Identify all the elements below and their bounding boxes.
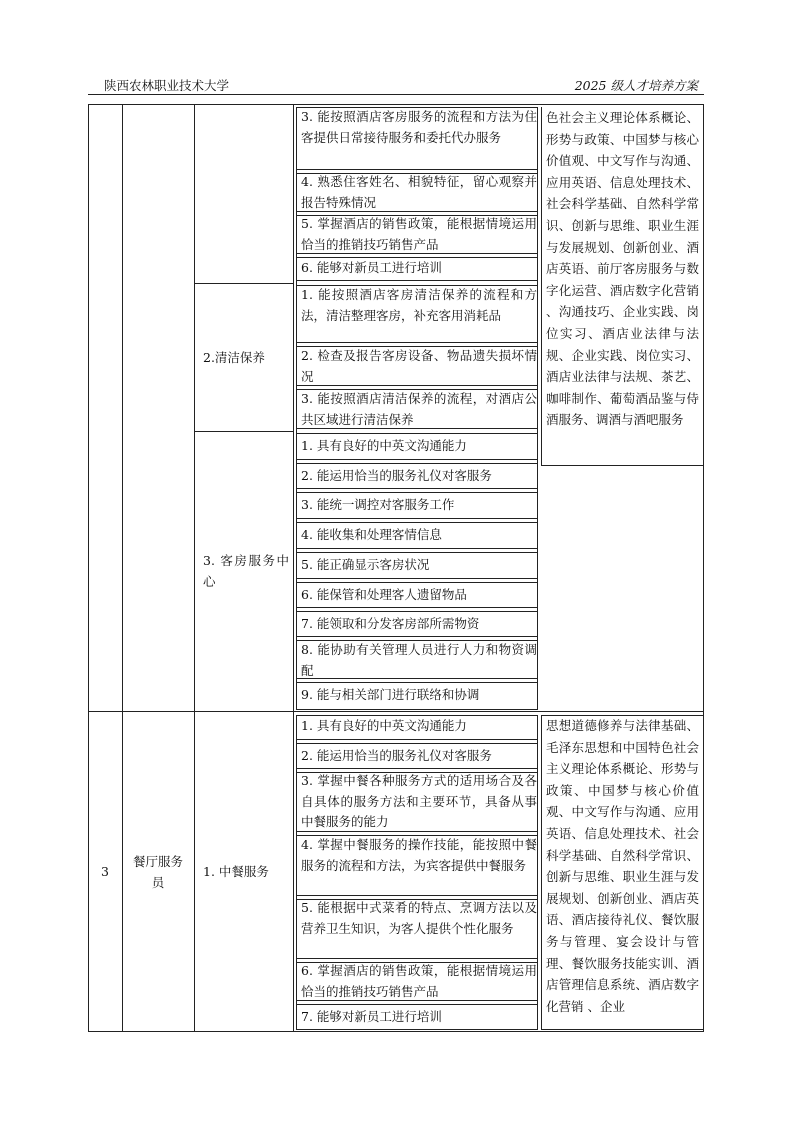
requirement-item: 5. 掌握酒店的销售政策，能根据情境运用恰当的推销技巧销售产品 — [301, 216, 537, 252]
requirement-item: 1. 具有良好的中英文沟通能力 — [301, 718, 467, 733]
requirement-item: 6. 掌握酒店的销售政策，能根据情境运用恰当的推销技巧销售产品 — [301, 963, 537, 999]
requirement-item: 2. 能运用恰当的服务礼仪对客服务 — [301, 748, 492, 763]
requirement-item: 4. 掌握中餐服务的操作技能，能按照中餐服务的流程和方法，为宾客提供中餐服务 — [301, 837, 537, 873]
courses-list: 思想道德修养与法律基础、毛泽东思想和中国特色社会主义理论体系概论、形势与政策、中国梦与核心价值观、中文写作与沟通、应用英语、信息处理技术、社会科学基础、自然科学常识、创新与思维、职业生涯与发展规划、创新创业、酒店英语、酒店接待礼仪、餐饮服务与管理、宴会设计与管理、餐饮服务技能实训、酒店管理信息系统、酒店数字化营销 、企业 — [546, 718, 699, 1014]
requirement-item: 5. 能根据中式菜肴的特点、烹调方法以及营养卫生知识，为客人提供个性化服务 — [301, 900, 537, 936]
requirement-item: 1. 具有良好的中英文沟通能力 — [301, 438, 467, 453]
requirement-item: 6. 能够对新员工进行培训 — [301, 260, 442, 275]
task-name: 1. 中餐服务 — [203, 864, 269, 879]
requirement-item: 8. 能协助有关管理人员进行人力和物资调配 — [301, 642, 537, 678]
header-doc-title: 2025 级人才培养方案 — [574, 78, 698, 93]
requirement-item: 2. 检查及报告客房设备、物品遗失损坏情况 — [301, 348, 537, 384]
requirement-item: 1. 能按照酒店客房清洁保养的流程和方法，清洁整理客房，补充客用消耗品 — [301, 287, 537, 323]
requirement-item: 4. 能收集和处理客情信息 — [301, 527, 442, 542]
courses-list: 色社会主义理论体系概论、形势与政策、中国梦与核心价值观、中文写作与沟通、应用英语、信息处理技术、社会科学基础、自然科学常识、创新与思维、职业生涯与发展规划、创新创业、酒店英语、前厅客房服务与数字化运营、酒店数字化营销 、沟通技巧、企业实践、岗位实习、酒店业法律与法规、企业实践、岗位实习、酒店业法律与法规、茶艺、咖啡制作、葡萄酒品鉴与侍酒服务、调酒与酒吧服务 — [546, 110, 699, 428]
task-name: 3. 客房服务中心 — [203, 553, 289, 589]
header-rule — [88, 94, 704, 95]
requirement-item: 7. 能够对新员工进行培训 — [301, 1009, 442, 1024]
requirement-item: 5. 能正确显示客房状况 — [301, 557, 430, 572]
task-name: 2.清洁保养 — [203, 350, 265, 365]
header-school: 陕西农林职业技术大学 — [104, 78, 230, 93]
requirement-item: 3. 能按照酒店客房服务的流程和方法为住客提供日常接待服务和委托代办服务 — [301, 109, 537, 145]
requirement-item: 4. 熟悉住客姓名、相貌特征，留心观察并报告特殊情况 — [301, 174, 537, 210]
requirement-item: 3. 掌握中餐各种服务方式的适用场合及各自具体的服务方法和主要环节，具备从事中餐服务的能力 — [301, 773, 537, 829]
requirement-item: 3. 能统一调控对客服务工作 — [301, 497, 455, 512]
requirement-item: 2. 能运用恰当的服务礼仪对客服务 — [301, 468, 492, 483]
row-index: 3 — [101, 864, 109, 879]
position-name: 餐厅服务员 — [132, 854, 183, 890]
requirement-item: 7. 能领取和分发客房部所需物资 — [301, 616, 480, 631]
requirement-item: 9. 能与相关部门进行联络和协调 — [301, 687, 480, 702]
requirement-item: 6. 能保管和处理客人遗留物品 — [301, 587, 467, 602]
requirement-item: 3. 能按照酒店清洁保养的流程，对酒店公共区域进行清洁保养 — [301, 391, 537, 427]
